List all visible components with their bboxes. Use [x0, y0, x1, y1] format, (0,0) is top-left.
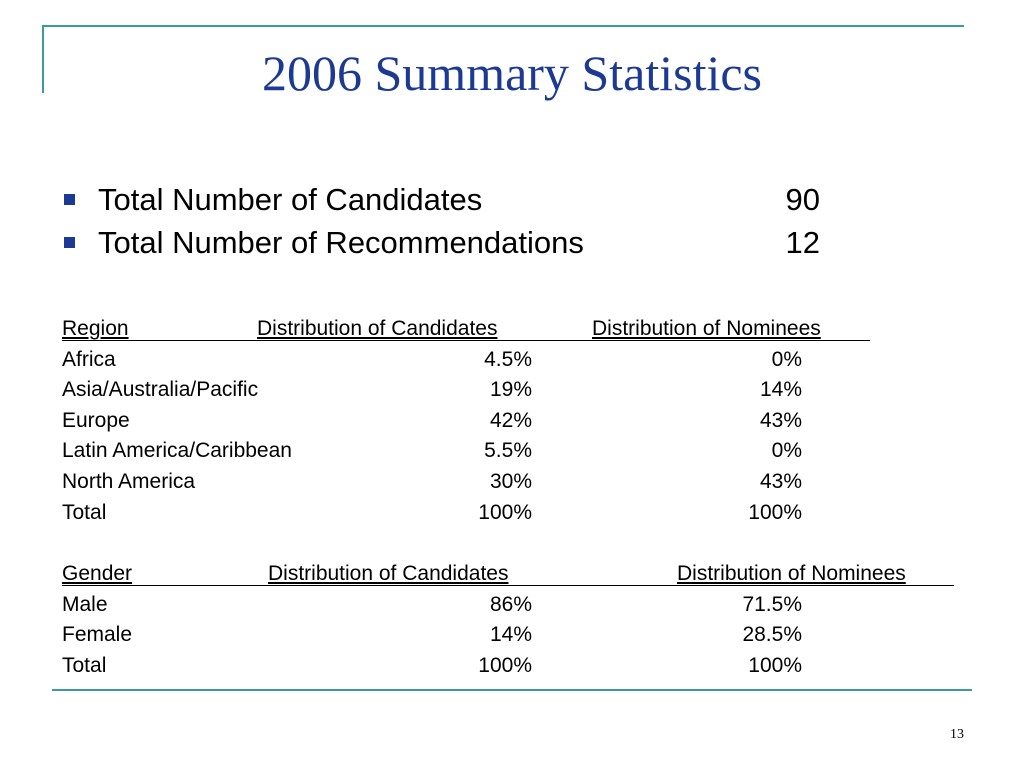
nominees-value: 100% — [748, 500, 802, 524]
row-label: Africa — [62, 347, 116, 371]
candidates-value: 100% — [478, 500, 532, 524]
table-row — [62, 406, 962, 437]
candidates-value: 4.5% — [484, 347, 532, 371]
nominees-value: 43% — [759, 469, 802, 493]
page-number: 13 — [950, 727, 964, 742]
table-row-total — [62, 498, 962, 529]
column-header-region: Region — [62, 317, 129, 340]
bullet-item-recommendations — [60, 221, 860, 264]
table-row — [62, 375, 962, 406]
table-header-row — [62, 314, 962, 345]
row-label: North America — [62, 469, 196, 493]
table-row — [62, 467, 962, 498]
nominees-value: 71.5% — [742, 592, 802, 616]
column-header-nominees: Distribution of Nominees — [592, 317, 821, 340]
column-header-candidates: Distribution of Candidates — [257, 317, 498, 340]
row-label: Asia/Australia/Pacific — [62, 378, 259, 402]
row-label: Latin America/Caribbean — [62, 439, 292, 463]
bullet-value: 12 — [785, 225, 820, 260]
candidates-value: 42% — [489, 408, 532, 432]
bullet-label: Total Number of Recommendations — [98, 225, 584, 260]
column-header-nominees: Distribution of Nominees — [677, 562, 906, 585]
slide-frame-bottom-line — [52, 689, 972, 691]
bullet-label: Total Number of Candidates — [98, 182, 483, 217]
table-row — [62, 436, 962, 467]
candidates-value: 30% — [489, 469, 532, 493]
column-header-gender: Gender — [62, 562, 133, 585]
region-distribution-table — [62, 314, 962, 528]
nominees-value: 0% — [771, 347, 802, 371]
candidates-value: 14% — [489, 623, 532, 647]
table-row-total — [62, 651, 962, 682]
candidates-value: 100% — [478, 653, 532, 677]
bullet-value: 90 — [785, 182, 820, 217]
slide-frame-top-line — [42, 25, 964, 27]
row-label: Male — [62, 592, 108, 616]
table-row — [62, 345, 962, 376]
square-bullet-icon — [64, 237, 75, 248]
table-header-row — [62, 559, 962, 590]
nominees-value: 28.5% — [742, 623, 802, 647]
candidates-value: 86% — [489, 592, 532, 616]
gender-distribution-table — [62, 559, 962, 681]
table-row — [62, 590, 962, 621]
candidates-value: 19% — [489, 378, 532, 402]
row-label: Female — [62, 623, 133, 647]
nominees-value: 100% — [748, 653, 802, 677]
row-label: Total — [62, 500, 107, 524]
nominees-value: 14% — [759, 378, 802, 402]
row-label: Total — [62, 653, 107, 677]
summary-bullet-list — [60, 178, 860, 264]
square-bullet-icon — [64, 194, 75, 205]
nominees-value: 0% — [771, 439, 802, 463]
nominees-value: 43% — [759, 408, 802, 432]
slide-title: 2006 Summary Statistics — [262, 45, 762, 101]
candidates-value: 5.5% — [484, 439, 532, 463]
row-label: Europe — [62, 408, 130, 432]
table-row — [62, 620, 962, 651]
column-header-candidates: Distribution of Candidates — [268, 562, 509, 585]
bullet-item-candidates — [60, 178, 860, 221]
